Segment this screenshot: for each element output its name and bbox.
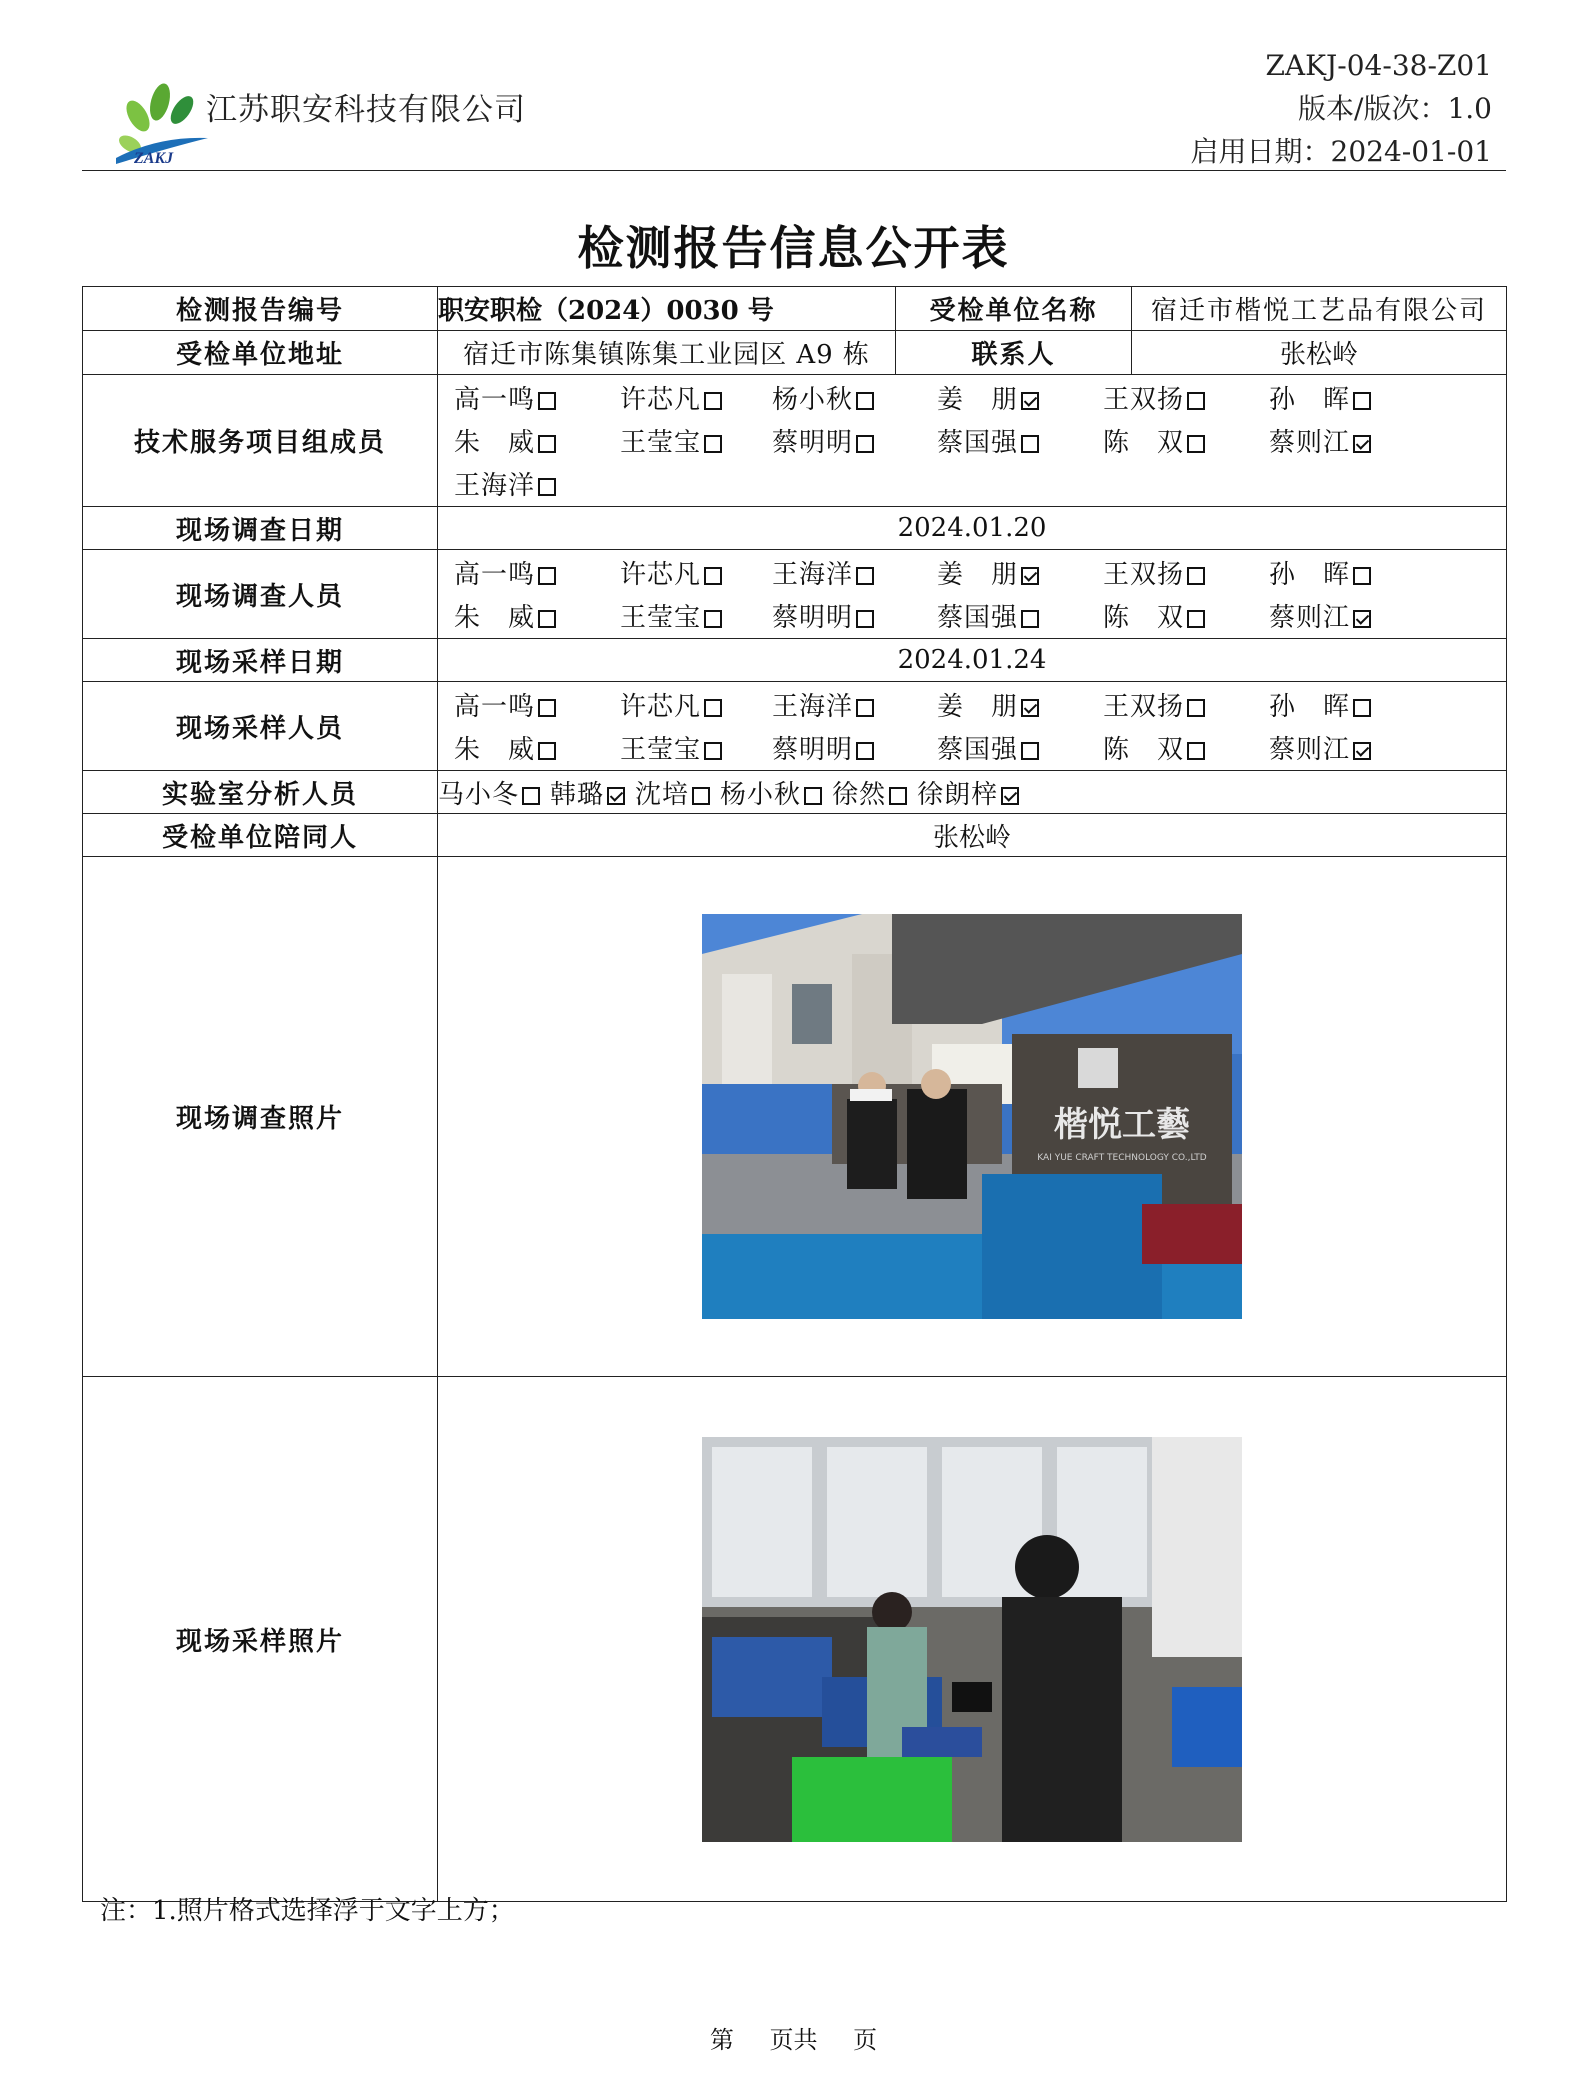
table-row: [83, 682, 1507, 771]
sampling-staff-list: [438, 682, 1506, 770]
person-name: 徐朗梓: [917, 779, 999, 810]
unchecked-checkbox-icon[interactable]: [1187, 435, 1205, 453]
footer-page-prefix: 第: [709, 2026, 734, 2054]
person-name: 蔡明明: [772, 603, 854, 633]
person-entry: [635, 780, 710, 810]
unchecked-checkbox-icon[interactable]: [522, 787, 540, 805]
page-header: [82, 40, 1506, 171]
person-entry: [772, 597, 937, 634]
unchecked-checkbox-icon[interactable]: [704, 435, 722, 453]
sign-brand-text: 楷悦工藝: [1054, 1105, 1190, 1145]
person-name: 孙 晖: [1269, 692, 1351, 722]
person-entry: [1103, 379, 1269, 416]
unchecked-checkbox-icon[interactable]: [889, 787, 907, 805]
escort-value: 张松岭: [438, 814, 1507, 857]
escort-label: 受检单位陪同人: [83, 814, 438, 857]
unchecked-checkbox-icon[interactable]: [856, 567, 874, 585]
page-footer: [0, 2020, 1587, 2055]
table-row: [83, 771, 1507, 814]
checked-checkbox-icon[interactable]: [1021, 567, 1039, 585]
address-value: 宿迁市陈集镇陈集工业园区 A9 栋: [438, 331, 896, 375]
person-name: 王莹宝: [620, 428, 702, 458]
person-entry: [1103, 729, 1269, 766]
survey-photo-label: 现场调查照片: [83, 857, 438, 1377]
person-entry: [772, 422, 937, 459]
person-name: 高一鸣: [454, 385, 536, 415]
unchecked-checkbox-icon[interactable]: [538, 478, 556, 496]
person-entry: [454, 379, 620, 416]
person-name: 蔡则江: [1269, 603, 1351, 633]
table-row: [83, 550, 1507, 639]
unchecked-checkbox-icon[interactable]: [1187, 567, 1205, 585]
lab-staff-list: [438, 774, 1506, 811]
person-entry: [454, 729, 620, 766]
unchecked-checkbox-icon[interactable]: [1187, 742, 1205, 760]
unchecked-checkbox-icon[interactable]: [538, 392, 556, 410]
survey-photo-cell: [438, 857, 1507, 1377]
person-entry: [772, 554, 937, 591]
table-row: [83, 507, 1507, 550]
checked-checkbox-icon[interactable]: [1021, 392, 1039, 410]
unchecked-checkbox-icon[interactable]: [538, 567, 556, 585]
person-entry: [620, 597, 772, 634]
person-entry: [1269, 597, 1419, 634]
sign-english-text: KAI YUE CRAFT TECHNOLOGY CO.,LTD: [1037, 1153, 1207, 1163]
checked-checkbox-icon[interactable]: [1021, 699, 1039, 717]
sampling-date-value: 2024.01.24: [438, 639, 1507, 682]
unchecked-checkbox-icon[interactable]: [692, 787, 710, 805]
footer-page-unit: 页共: [769, 2026, 818, 2054]
person-entry: [772, 379, 937, 416]
person-entry: [772, 686, 937, 723]
person-entry: [832, 780, 907, 810]
page-title: 检测报告信息公开表: [577, 221, 1010, 275]
person-entry: [772, 729, 937, 766]
checked-checkbox-icon[interactable]: [1353, 742, 1371, 760]
person-entry: [620, 422, 772, 459]
person-name: 蔡国强: [937, 735, 1019, 765]
person-entry: [438, 780, 540, 810]
person-name: 蔡则江: [1269, 428, 1351, 458]
unchecked-checkbox-icon[interactable]: [1021, 610, 1039, 628]
company-name: 江苏职安科技有限公司: [206, 92, 526, 128]
team-cell: [438, 375, 1507, 507]
person-entry: [1103, 422, 1269, 459]
person-entry: [937, 729, 1103, 766]
lab-label: 实验室分析人员: [83, 771, 438, 814]
unchecked-checkbox-icon[interactable]: [704, 610, 722, 628]
unchecked-checkbox-icon[interactable]: [804, 787, 822, 805]
person-name: 蔡国强: [937, 428, 1019, 458]
person-name: 朱 威: [454, 428, 536, 458]
person-name: 许芯凡: [620, 692, 702, 722]
contact-label: 联系人: [896, 331, 1132, 375]
person-name: 王莹宝: [620, 603, 702, 633]
table-row: [83, 1377, 1507, 1902]
contact-value: 张松岭: [1132, 331, 1507, 375]
person-name: 王海洋: [772, 692, 854, 722]
checked-checkbox-icon[interactable]: [607, 787, 625, 805]
sampling-staff-cell: [438, 682, 1507, 771]
sampling-date-label: 现场采样日期: [83, 639, 438, 682]
unchecked-checkbox-icon[interactable]: [704, 742, 722, 760]
footer-total-unit: 页: [853, 2026, 878, 2054]
person-name: 蔡明明: [772, 735, 854, 765]
person-entry: [620, 729, 772, 766]
person-name: 高一鸣: [454, 692, 536, 722]
person-name: 沈培: [635, 779, 690, 810]
person-name: 孙 晖: [1269, 560, 1351, 590]
logo-wordmark: ZAKJ: [134, 150, 174, 167]
person-name: 王海洋: [772, 560, 854, 590]
person-name: 韩璐: [550, 779, 605, 810]
survey-photo: [702, 914, 1242, 1319]
survey-date-label: 现场调查日期: [83, 507, 438, 550]
unchecked-checkbox-icon[interactable]: [704, 567, 722, 585]
table-row: [83, 857, 1507, 1377]
unchecked-checkbox-icon[interactable]: [1353, 567, 1371, 585]
person-name: 杨小秋: [772, 385, 854, 415]
person-entry: [937, 597, 1103, 634]
person-entry: [620, 554, 772, 591]
unchecked-checkbox-icon[interactable]: [856, 610, 874, 628]
checked-checkbox-icon[interactable]: [1001, 787, 1019, 805]
person-entry: [1103, 554, 1269, 591]
person-name: 蔡国强: [937, 603, 1019, 633]
person-entry: [454, 686, 620, 723]
unchecked-checkbox-icon[interactable]: [1187, 392, 1205, 410]
person-entry: [620, 686, 772, 723]
unchecked-checkbox-icon[interactable]: [538, 742, 556, 760]
unchecked-checkbox-icon[interactable]: [856, 742, 874, 760]
person-entry: [550, 780, 625, 810]
person-name: 马小冬: [438, 779, 520, 810]
person-name: 王双扬: [1103, 385, 1185, 415]
person-name: 蔡则江: [1269, 735, 1351, 765]
person-entry: [937, 379, 1103, 416]
table-row: [83, 814, 1507, 857]
person-name: 高一鸣: [454, 560, 536, 590]
info-table: [82, 286, 1507, 1902]
doc-code: ZAKJ-04-38-Z01: [1265, 49, 1492, 82]
sampling-photo: [702, 1437, 1242, 1842]
address-label: 受检单位地址: [83, 331, 438, 375]
person-name: 徐然: [832, 779, 887, 810]
person-name: 许芯凡: [620, 385, 702, 415]
person-name: 许芯凡: [620, 560, 702, 590]
person-name: 姜 朋: [937, 692, 1019, 722]
document-meta: [1191, 44, 1492, 173]
person-entry: [620, 379, 772, 416]
person-entry: [1103, 686, 1269, 723]
table-row: [83, 639, 1507, 682]
person-name: 王双扬: [1103, 560, 1185, 590]
person-name: 陈 双: [1103, 735, 1185, 765]
person-name: 王双扬: [1103, 692, 1185, 722]
person-entry: [917, 780, 1019, 810]
person-entry: [937, 686, 1103, 723]
person-entry: [454, 554, 620, 591]
team-label: 技术服务项目组成员: [83, 375, 438, 507]
person-name: 蔡明明: [772, 428, 854, 458]
person-entry: [1269, 379, 1419, 416]
team-list: [438, 375, 1506, 506]
survey-staff-label: 现场调查人员: [83, 550, 438, 639]
unchecked-checkbox-icon[interactable]: [704, 699, 722, 717]
person-entry: [1269, 554, 1419, 591]
person-name: 陈 双: [1103, 428, 1185, 458]
table-row: [83, 331, 1507, 375]
person-entry: [1103, 597, 1269, 634]
unchecked-checkbox-icon[interactable]: [538, 699, 556, 717]
table-row: [83, 375, 1507, 507]
survey-photo-image: [702, 914, 1242, 1319]
footnote: 注：1.照片格式选择浮于文字上方；: [100, 1896, 515, 1926]
unchecked-checkbox-icon[interactable]: [1021, 742, 1039, 760]
person-name: 朱 威: [454, 735, 536, 765]
lab-cell: [438, 771, 1507, 814]
checked-checkbox-icon[interactable]: [1353, 435, 1371, 453]
person-entry: [720, 780, 822, 810]
checked-checkbox-icon[interactable]: [1353, 610, 1371, 628]
unchecked-checkbox-icon[interactable]: [704, 392, 722, 410]
unit-name-value: 宿迁市楷悦工艺品有限公司: [1132, 287, 1507, 331]
person-name: 孙 晖: [1269, 385, 1351, 415]
unchecked-checkbox-icon[interactable]: [538, 610, 556, 628]
unchecked-checkbox-icon[interactable]: [1353, 699, 1371, 717]
report-no-value: 职安职检（2024）0030 号: [438, 287, 896, 331]
doc-start-date: 启用日期：2024-01-01: [1190, 135, 1492, 168]
sampling-staff-label: 现场采样人员: [83, 682, 438, 771]
person-entry: [454, 465, 620, 502]
doc-version: 版本/版次：1.0: [1298, 92, 1492, 125]
unchecked-checkbox-icon[interactable]: [856, 435, 874, 453]
unchecked-checkbox-icon[interactable]: [1353, 392, 1371, 410]
unchecked-checkbox-icon[interactable]: [538, 435, 556, 453]
person-entry: [1269, 686, 1419, 723]
person-entry: [1269, 729, 1419, 766]
survey-staff-cell: [438, 550, 1507, 639]
person-name: 王海洋: [454, 471, 536, 501]
person-entry: [1269, 422, 1419, 459]
sampling-photo-label: 现场采样照片: [83, 1377, 438, 1902]
person-name: 王莹宝: [620, 735, 702, 765]
person-name: 姜 朋: [937, 385, 1019, 415]
table-row: [83, 287, 1507, 331]
survey-staff-list: [438, 550, 1506, 638]
survey-date-value: 2024.01.20: [438, 507, 1507, 550]
sampling-photo-cell: [438, 1377, 1507, 1902]
unchecked-checkbox-icon[interactable]: [1187, 610, 1205, 628]
unchecked-checkbox-icon[interactable]: [1021, 435, 1039, 453]
person-entry: [937, 554, 1103, 591]
person-name: 杨小秋: [720, 779, 802, 810]
unchecked-checkbox-icon[interactable]: [1187, 699, 1205, 717]
unit-name-label: 受检单位名称: [896, 287, 1132, 331]
person-name: 朱 威: [454, 603, 536, 633]
person-entry: [937, 422, 1103, 459]
person-name: 姜 朋: [937, 560, 1019, 590]
sampling-photo-image: [702, 1437, 1242, 1842]
report-no-label: 检测报告编号: [83, 287, 438, 331]
person-name: 陈 双: [1103, 603, 1185, 633]
sign-logo-icon: [1078, 1048, 1118, 1088]
unchecked-checkbox-icon[interactable]: [856, 699, 874, 717]
person-entry: [454, 597, 620, 634]
person-entry: [454, 422, 620, 459]
unchecked-checkbox-icon[interactable]: [856, 392, 874, 410]
